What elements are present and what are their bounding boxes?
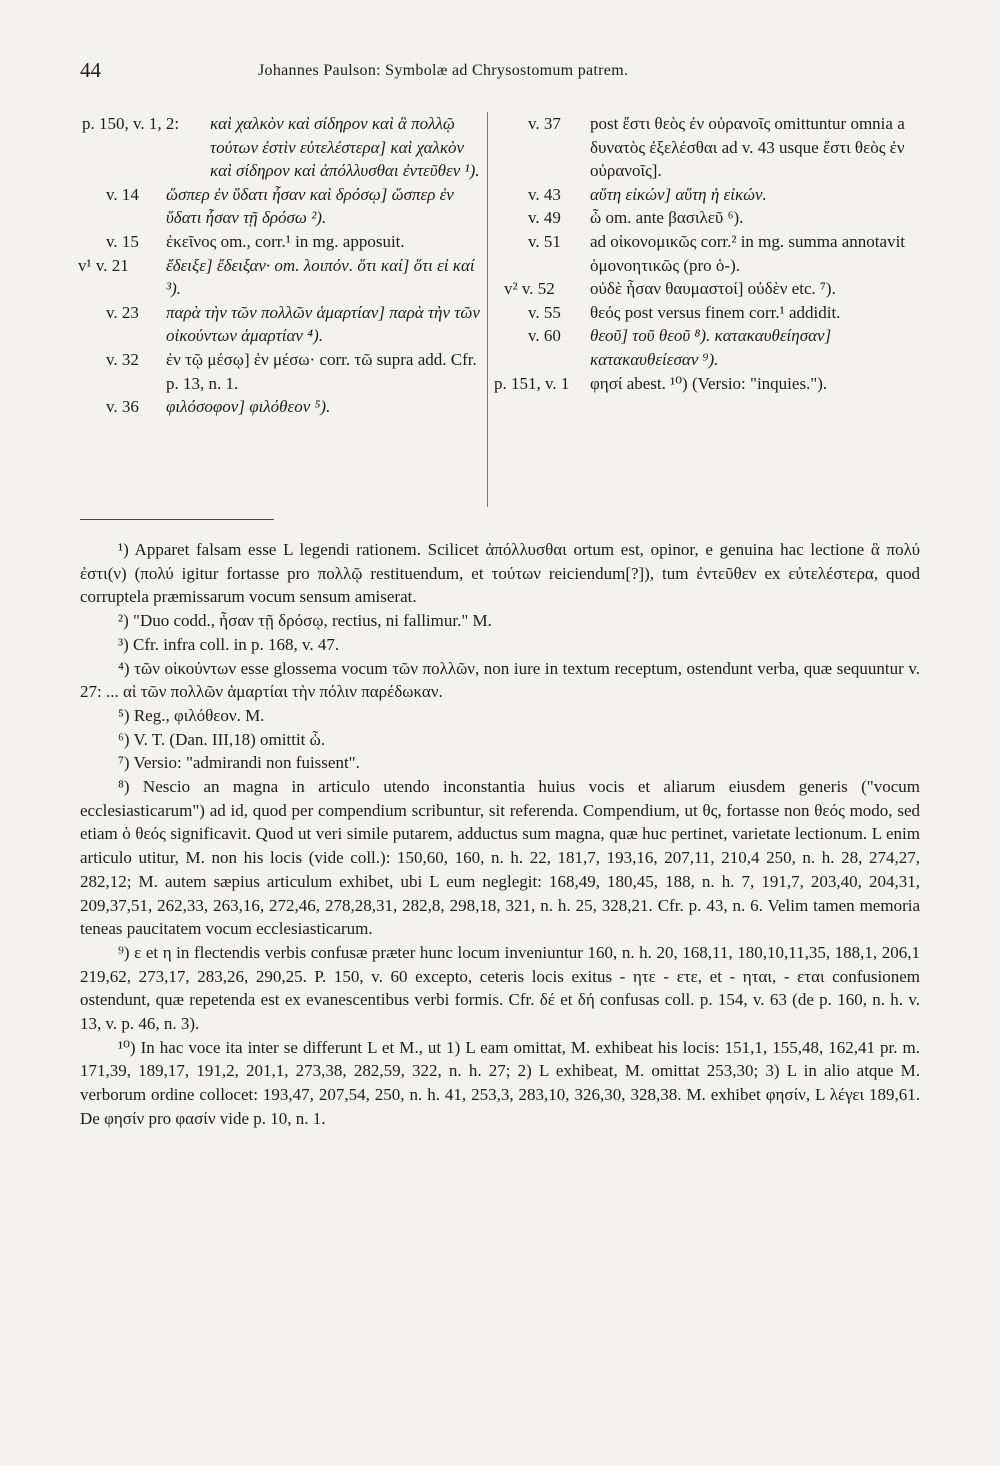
apparatus-entry xyxy=(82,348,480,395)
footnote: ¹⁰) In hac voce ita inter se differunt L et M., ut 1) L eam omittat, M. exhibeat his locis: 151,1, 155,48, 162,41 pr. m. 171,39, 189,17, 191,2, 201,1, 273,38, 282,59, 322, n. h. 27; 2) L exhibeat, M. omittat 253,30; 3) L in alio atque M. verborum ordine collocet: 193,47, 207,54, 250, n. h. 41, 253,3, 283,10, 326,30, 328,38. M. exhibet φησίν, L λέγει 189,61. De φησίν pro φασίν vide p. 10, n. 1. xyxy=(80,1037,920,1128)
running-title: Johannes Paulson: Symbolæ ad Chrysostomum patrem. xyxy=(258,62,629,79)
apparatus-entry xyxy=(494,183,922,207)
footnote: ⁷) Versio: "admirandi non fuissent". xyxy=(118,753,360,773)
entry-text: ὦ om. ante βασιλεῦ ⁶). xyxy=(590,208,744,228)
entry-text: ἔδειξε] ἔδειξαν· om. λοιπόν. ὅτι καί] ὅτι εἰ καί ³). xyxy=(166,255,475,299)
footnotes xyxy=(80,538,920,1131)
apparatus-entry xyxy=(82,301,480,348)
entry-label: v. 36 xyxy=(106,397,139,417)
apparatus-entry xyxy=(82,230,480,254)
apparatus-entry xyxy=(494,230,922,277)
footnote: ⁹) ε et η in flectendis verbis confusæ præter hunc locum inveniuntur 160, n. h. 20, 168,11, 180,10,11,35, 188,1, 206,1 219,62, 273,17, 283,26, 290,25. P. 150, v. 60 excepto, ceteris locis exitus - ητε - ετε, et - ηται, - εται confusionem ostendunt, quæ repetenda est ex evanescentibus verbi formis. Cfr. δέ et δή confusas coll. p. 154, v. 63 (de p. 160, n. h. v. 13, v. p. 46, n. 3). xyxy=(80,942,920,1034)
entry-label: p. 151, v. 1 xyxy=(494,373,570,393)
column-divider xyxy=(487,112,488,507)
footnote: ⁴) τῶν οἰκούντων esse glossema vocum τῶν πολλῶν, non iure in textum receptum, ostendunt verba, quæ sequuntur v. 27: ... αἱ τῶν πολλῶν ἁμαρτίαι τὴν πόλιν παρέδωκαν. xyxy=(80,658,920,702)
entry-text: ὥσπερ ἐν ὕδατι ἦσαν καὶ δρόσῳ] ὥσπερ ἐν ὕδατι ἦσαν τῇ δρόσω ²). xyxy=(166,184,454,228)
entry-text: φησί abest. ¹⁰) (Versio: "inquies."). xyxy=(590,373,828,393)
entry-text: θεοῦ] τοῦ θεοῦ ⁸). κατακαυθείησαν] κατακαυθείεσαν ⁹). xyxy=(590,326,832,369)
entry-label: v. 14 xyxy=(106,184,139,204)
apparatus-entry xyxy=(82,183,480,230)
footnote: ²) "Duo codd., ἦσαν τῇ δρόσῳ, rectius, ni fallimur." M. xyxy=(118,611,492,631)
entry-label: v. 43 xyxy=(528,184,561,204)
entry-text: ἐκεῖνος om., corr.¹ in mg. apposuit. xyxy=(166,231,405,251)
footnote: ⁸) Nescio an magna in articulo utendo inconstantia huius vocis et aliarum eiusdem generis ("vocum ecclesiasticarum") ad id, quod per compendium scribuntur, sit referenda. Compendium, ut θς, fortasse non θεός modo, sed etiam ὁ θεός significavit. Quod ut veri simile putarem, adductus sum magna, quæ huc pertinet, varietate lectionum. L enim articulo utitur, M. non his locis (vide coll.): 150,60, 160, n. h. 22, 181,7, 193,16, 207,11, 210,4 250, n. h. 28, 274,27, 282,12; M. autem sæpius articulum exhibet, ubi L eum neglegit: 168,49, 180,45, 188, n. h. 7, 191,7, 203,40, 204,31, 209,37,51, 262,33, 263,16, 272,46, 278,28,31, 282,8, 298,18, 321, n. h. 25, 328,21. Cfr. p. 43, n. 6. Velim tamen memoria teneas paucitatem vocum ecclesiasticarum. xyxy=(80,777,920,939)
entry-text: ἐν τῷ μέσῳ] ἐν μέσω· corr. τῶ supra add. Cfr. p. 13, n. 1. xyxy=(166,349,477,393)
entry-label: v. 49 xyxy=(528,208,561,228)
entry-text: παρὰ τὴν τῶν πολλῶν ἁμαρτίαν] παρὰ τὴν τῶν οἰκούντων ἁμαρτίαν ⁴). xyxy=(166,302,480,346)
entry-label: v. 51 xyxy=(528,231,561,251)
apparatus-entry xyxy=(494,277,922,301)
entry-label: v. 55 xyxy=(528,302,561,322)
apparatus-entry xyxy=(494,301,922,325)
entry-label: v. 15 xyxy=(106,231,139,251)
page-number: 44 xyxy=(80,58,101,82)
apparatus-entry xyxy=(494,206,922,230)
footnote: ¹) Apparet falsam esse L legendi rationem. Scilicet ἀπόλλυσθαι ortum est, opinor, e genuina hac lectione ἃ πολύ ἐστι(ν) (πολύ igitur fortasse pro πολλῷ restituendum, et τούτων reiciendum[?]), tum ἐντεῦθεν ex εὐτελέστερα, quod corruptela præmissarum vocum sensum amiserat. xyxy=(80,540,920,607)
footnote: ³) Cfr. infra coll. in p. 168, v. 47. xyxy=(118,634,340,654)
entry-text: post ἔστι θεὸς ἐν οὐρανοῖς omittuntur omnia a δυνατὸς ἐξελέσθαι ad v. 43 usque ἔστι θεὸς ἐν οὐρανοῖς]. xyxy=(590,114,905,181)
entry-text: καὶ χαλκὸν καὶ σίδηρον καὶ ἃ πολλῷ τούτων ἐστὶν εὐτελέστερα] καὶ χαλκὸν καὶ σίδηρον καὶ ἀπόλλυσθαι ἐντεῦθεν ¹). xyxy=(210,114,480,181)
entry-label: v. 37 xyxy=(528,114,561,133)
entry-label: p. 150, v. 1, 2: xyxy=(82,114,180,133)
footnote: ⁵) Reg., φιλόθεον. M. xyxy=(118,705,265,725)
apparatus-entry xyxy=(82,395,480,419)
entry-label: v. 32 xyxy=(106,349,139,369)
left-column xyxy=(78,112,480,419)
entry-label: v² v. 52 xyxy=(504,279,555,299)
entry-text: ad οἰκονομικῶς corr.² in mg. summa annotavit ὁμονοητικῶς (pro ὁ-). xyxy=(590,231,906,275)
entry-label: v¹ v. 21 xyxy=(78,255,129,275)
footnote: ⁶) V. T. (Dan. III,18) omittit ὦ. xyxy=(118,729,326,749)
entry-text: φιλόσοφον] φιλόθεον ⁵). xyxy=(166,397,331,417)
apparatus-entry xyxy=(494,112,922,183)
entry-text: οὐδὲ ἦσαν θαυμαστοί] οὐδὲν etc. ⁷). xyxy=(590,279,836,299)
entry-label: v. 60 xyxy=(528,326,561,346)
apparatus-entry xyxy=(494,372,922,396)
footnote-rule xyxy=(80,519,274,520)
apparatus-entry xyxy=(494,324,922,371)
apparatus-entry xyxy=(78,254,480,301)
entry-label: v. 23 xyxy=(106,302,139,322)
right-column xyxy=(494,112,922,395)
entry-text: αὕτη εἰκών] αὕτη ἡ εἰκών. xyxy=(590,184,767,204)
page-header xyxy=(80,58,920,92)
apparatus-entry xyxy=(82,112,480,183)
entry-text: θεός post versus finem corr.¹ addidit. xyxy=(590,302,841,322)
